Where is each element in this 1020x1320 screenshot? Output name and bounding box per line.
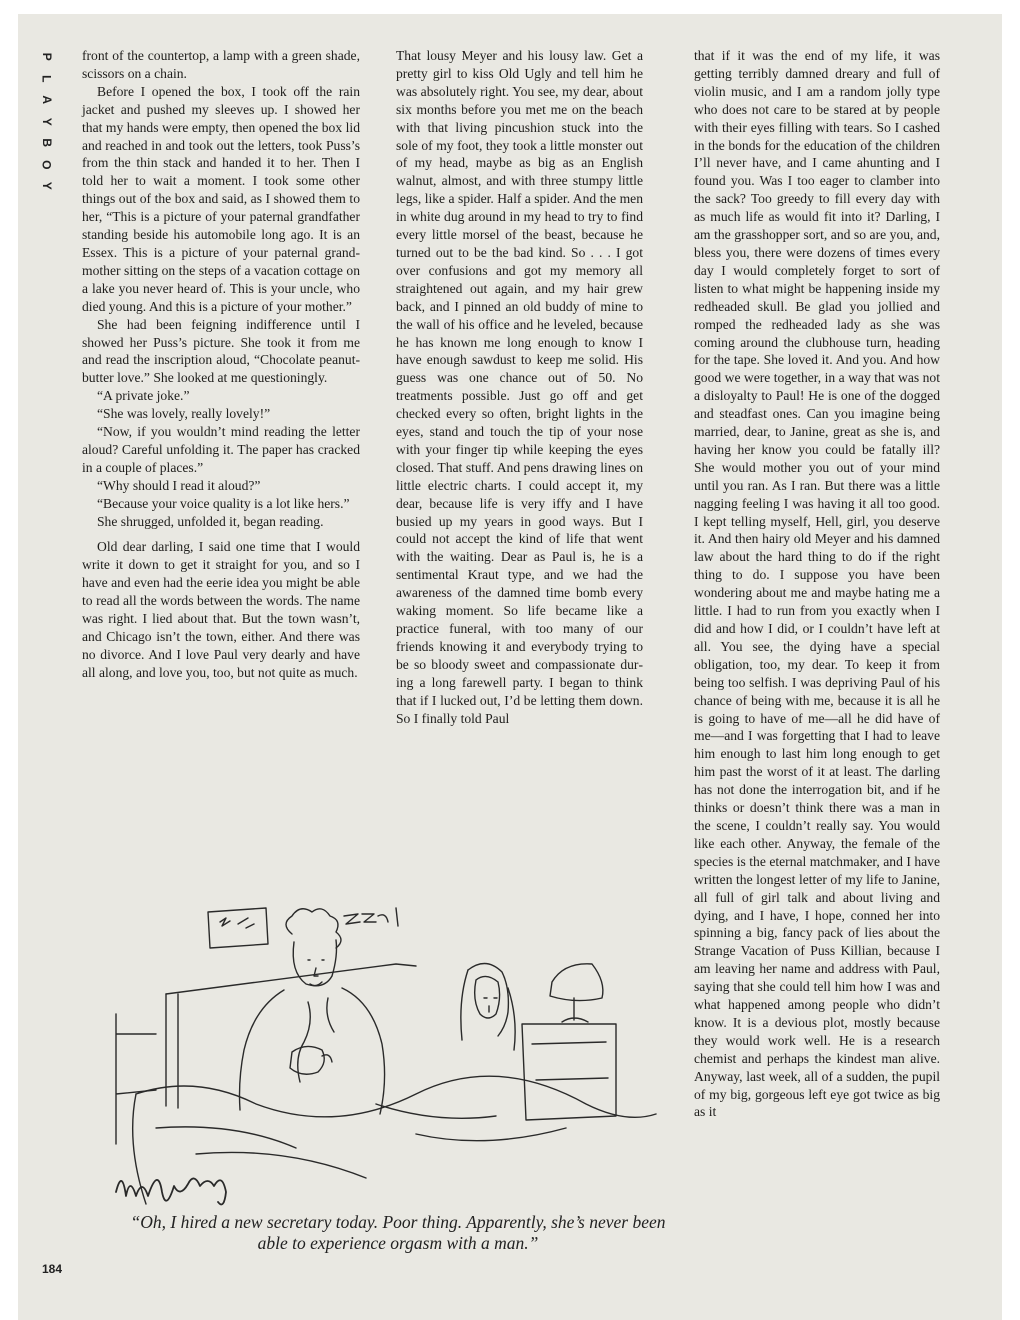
masthead-letter: Y	[39, 117, 54, 126]
page-number: 184	[42, 1262, 63, 1276]
paragraph: She shrugged, unfolded it, began reading.	[97, 513, 324, 529]
paragraph: front of the countertop, a lamp with a green shade, scissors on a chain.	[82, 48, 360, 81]
text-column-2	[396, 47, 643, 727]
cartoon-caption: “Oh, I hired a new secretary today. Poor thing. Apparently, she’s never been able to experience orgasm with a man.”	[130, 1212, 666, 1253]
masthead-letter: A	[39, 95, 54, 105]
paragraph: That lousy Meyer and his lousy law. Get a pretty girl to kiss Old Ugly and tell him he was absolutely right. You see, my dear, about six months before you met me on the beach with that living pincushion stuck into the sole of my foot, they took a little monster out of my head, maybe as big as an English walnut, almost, and with three stumpy little legs, like a spider. Half a spider. And the men in white dug around in my head to try to find every little morsel of the beast, because he turned out to be the bad kind. So . . . I got over confusions and got my memory all straightened out again, and my hair grew back, and I pinned an old buddy of mine to the wall of his office and he leveled, because he has known me long enough to know I have enough sawdust to keep me solid. His guess was one chance out of 50. No treatments possible. Just go off and get checked every so often, bright lights in the eyes, stand and touch the tip of your nose with your finger tip while keeping the eyes closed. That stuff. And pens drawing lines on little electric charts. I could accept it, my dear, because life is very iffy and I have busied up my years in good ways. But I could not accept the kind of life that went with the waiting. Dear as Paul is, he is a sentimental Kraut type, and we had the awareness of the damned time bomb every waking moment. So life became like a practice funeral, with too many of our friends knowing it and everybody trying to be so bloody sweet and compassionate during a long farewell party. I began to think that if I lucked out, I’d be letting them down. So I finally told Paul	[396, 48, 643, 726]
text-column-3	[694, 47, 940, 1121]
paragraph: Before I opened the box, I took off the rain jacket and pushed my sleeves up. I showed her that my hands were empty, then opened the box lid and reached in and took out the letters, took Puss’s from the thin stack and handed it to her. Then I told her to wait a moment. I took some other things out of the box and said, as I showed them to her, “This is a picture of your paternal grandfather standing beside his automobile long ago. It is an Essex. This is a picture of your paternal grandmother sitting on the steps of a vacation cottage on a lake you never heard of. This is your uncle, who died young. And this is a picture of your mother.”	[82, 83, 360, 314]
text-column-1	[82, 47, 360, 682]
paragraph: “She was lovely, really lovely!”	[97, 406, 271, 422]
magazine-page	[18, 14, 1002, 1320]
cartoon-illustration	[96, 894, 662, 1228]
masthead-letter: P	[39, 52, 54, 61]
paragraph: that if it was the end of my life, it was getting terribly damned dreary and full of violin music, and I am a random jolly type who does not care to be stared at by people with their eyes filling with tears. So I cashed in the bonds for the education of the children I’ll never have, and I came ahunting and I found you. Was I too eager to clamber into the sack? Too greedy to fill every day with as much life as would fit into it? Darling, I am the grasshopper sort, and so are you, and, bless you, there were dozens of times every day I would completely forget to sort of listen to what might be happening inside my redheaded skull. Be glad you jollied and romped the redheaded lady as she was coming around the clubhouse turn, heading for the tape. She loved it. And you. And how good we were together, in a way that was not a disloyalty to Paul! He is one of the dogged and steadfast ones. Can you imagine being married, dear, to Janine, great as she is, and having her know you could be fatally ill? She would mother you out of your mind until you ran. As I ran. But there was a little nagging feeling I was having it all too good. I kept telling myself, Hell, girl, you deserve it. And then hairy old Meyer and his damned law about the hard thing to do if the right thing to do. I suppose you have been wondering about me and maybe hating me a little. I had to run from you exactly when I did and how I did, or I couldn’t have left at all. You see, the dying have a special obligation, too, my dear. To keep it from being too selfish. I was depriving Paul of his chance of being with me, because it is all he is going to have of me—all he did have of me—and I was forgetting that I had to leave him enough to last him long enough to get him past the worst of it at least. The darling has not done the interrogation bit, and if he thinks or doesn’t think there was a man in the scene, I couldn’t really say. You would like each other. Anyway, the female of the species is the eternal matchmaker, and I have written the longest letter of my life to Janine, all full of girl talk and about living and dying, and I have, I hope, conned her into spinning a big, fancy pack of lies about the Strange Vacation of Puss Killian, because I am leaving her name and address with Paul, saying that she could tell him how I was and what happened among people who didn’t know. It is a devious plot, mostly because they would work well. He is a research chemist and perhaps the kindest man alive. Anyway, last week, all of a sudden, the pupil of my big, gorgeous left eye got twice as big as it	[694, 48, 940, 1120]
playboy-masthead	[38, 46, 54, 197]
paragraph: “Now, if you wouldn’t mind reading the letter aloud? Careful unfolding it. The paper has cracked in a couple of places.”	[82, 424, 360, 475]
letter-paragraph: Old dear darling, I said one time that I would write it down to get it straight for you, and so I have and even had the eerie idea you might be able to read all the words between the words. The name was right. I lied about that. But the town wasn’t, and Chicago isn’t the town, either. And there was no divorce. And I love Paul very dearly and have all along, and love you, too, but not quite as much.	[82, 539, 360, 680]
paragraph: “Because your voice quality is a lot like hers.”	[97, 495, 350, 511]
paragraph: “Why should I read it aloud?”	[97, 477, 261, 493]
masthead-letter: Y	[39, 181, 54, 190]
masthead-letter: B	[39, 138, 54, 148]
paragraph: “A private joke.”	[97, 388, 190, 404]
masthead-letter: O	[39, 159, 54, 169]
masthead-letter: L	[39, 74, 54, 82]
paragraph: She had been feigning indifference until I showed her Puss’s picture. She took it from me and read the inscription aloud, “Chocolate peanut-butter love.” She looked at me questioningly.	[82, 316, 360, 386]
